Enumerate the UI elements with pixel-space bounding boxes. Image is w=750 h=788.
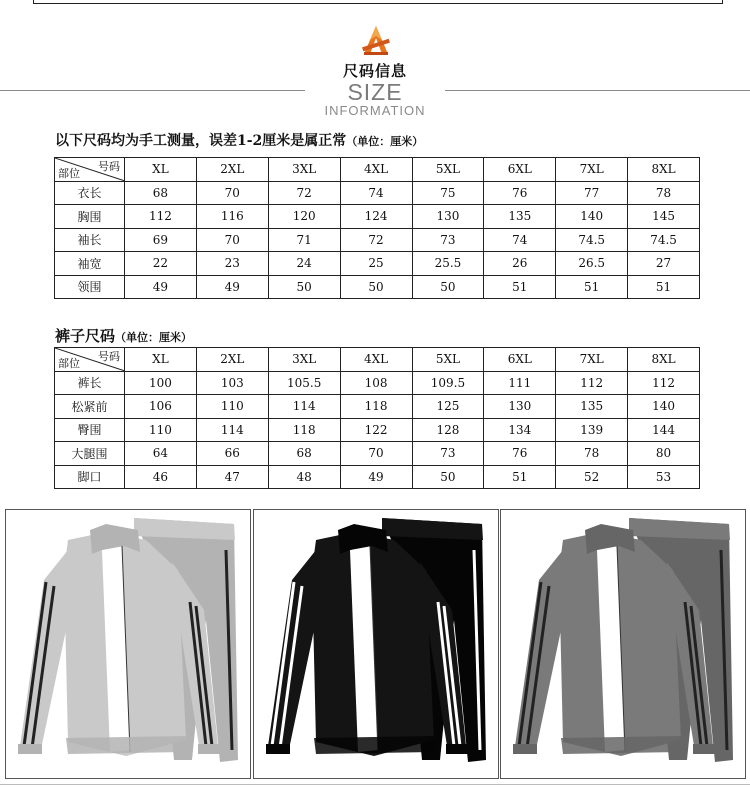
size-column-header: 2XL — [196, 348, 268, 372]
measurement-cell: 73 — [412, 442, 484, 466]
part-header-label: 部位 — [58, 356, 80, 370]
size-column-header: XL — [125, 348, 197, 372]
tracksuit-illustration — [6, 510, 250, 778]
pants-size-table — [54, 347, 700, 489]
information-subheading: INFORMATION — [324, 103, 426, 118]
size-column-header: 4XL — [340, 348, 412, 372]
measurement-cell: 53 — [628, 465, 700, 489]
corner-header-cell — [55, 158, 125, 182]
tracksuit-illustration — [254, 510, 498, 778]
measurement-cell: 49 — [125, 275, 197, 299]
measurement-cell: 111 — [484, 371, 556, 395]
measurement-cell: 134 — [484, 418, 556, 442]
size-column-header: 4XL — [340, 158, 412, 182]
table-row — [55, 442, 700, 466]
measurement-cell: 70 — [196, 228, 268, 252]
measurement-cell: 74 — [340, 181, 412, 205]
pants-unit: （单位：厘米） — [115, 331, 193, 344]
measurement-cell: 108 — [340, 371, 412, 395]
measurement-cell: 68 — [268, 442, 340, 466]
measurement-cell: 74.5 — [628, 228, 700, 252]
measurement-cell: 74 — [484, 228, 556, 252]
measurement-cell: 135 — [556, 395, 628, 419]
corner-header-cell — [55, 348, 125, 372]
measurement-cell: 71 — [268, 228, 340, 252]
part-header-label: 部位 — [58, 166, 80, 180]
size-column-header: 3XL — [268, 348, 340, 372]
row-label: 臀围 — [55, 418, 125, 442]
size-column-header: 7XL — [556, 348, 628, 372]
measurement-cell: 48 — [268, 465, 340, 489]
pants-title: 裤子尺码 — [55, 327, 116, 345]
measurement-cell: 76 — [484, 181, 556, 205]
tops-size-table — [54, 157, 700, 299]
pants-note — [55, 325, 192, 346]
row-label: 裤长 — [55, 371, 125, 395]
measurement-cell: 26 — [484, 252, 556, 276]
table-row — [55, 275, 700, 299]
page-title: 尺码信息 — [342, 62, 407, 80]
row-label: 领围 — [55, 275, 125, 299]
measurement-cell: 23 — [196, 252, 268, 276]
table-row — [55, 205, 700, 229]
measurement-cell: 25.5 — [412, 252, 484, 276]
measurement-cell: 27 — [628, 252, 700, 276]
measurement-cell: 109.5 — [412, 371, 484, 395]
tops-note-text: 以下尺码均为手工测量，误差1-2厘米是属正常 — [55, 133, 347, 149]
size-column-header: 5XL — [412, 158, 484, 182]
measurement-cell: 52 — [556, 465, 628, 489]
measurement-cell: 72 — [340, 228, 412, 252]
measurement-cell: 103 — [196, 371, 268, 395]
row-label: 大腿围 — [55, 442, 125, 466]
measurement-cell: 76 — [484, 442, 556, 466]
measurement-cell: 114 — [196, 418, 268, 442]
size-header-label: 号码 — [98, 160, 120, 173]
measurement-cell: 112 — [125, 205, 197, 229]
product-photo-light-grey — [5, 509, 251, 779]
table-row — [55, 465, 700, 489]
table-header-row — [55, 348, 700, 372]
size-heading: SIZE — [347, 79, 403, 105]
measurement-cell: 122 — [340, 418, 412, 442]
tracksuit-illustration — [501, 510, 745, 778]
measurement-cell: 112 — [628, 371, 700, 395]
measurement-cell: 75 — [412, 181, 484, 205]
measurement-cell: 64 — [125, 442, 197, 466]
measurement-cell: 68 — [125, 181, 197, 205]
row-label: 脚口 — [55, 465, 125, 489]
size-column-header: 3XL — [268, 158, 340, 182]
measurement-cell: 50 — [412, 275, 484, 299]
measurement-cell: 80 — [628, 442, 700, 466]
measurement-cell: 118 — [340, 395, 412, 419]
measurement-cell: 114 — [268, 395, 340, 419]
brand-logo-icon — [359, 24, 393, 58]
measurement-cell: 24 — [268, 252, 340, 276]
measurement-cell: 51 — [556, 275, 628, 299]
measurement-cell: 74.5 — [556, 228, 628, 252]
measurement-cell: 69 — [125, 228, 197, 252]
measurement-cell: 135 — [484, 205, 556, 229]
row-label: 袖宽 — [55, 252, 125, 276]
measurement-cell: 130 — [484, 395, 556, 419]
row-label: 胸围 — [55, 205, 125, 229]
table-row — [55, 181, 700, 205]
measurement-cell: 70 — [196, 181, 268, 205]
measurement-cell: 49 — [340, 465, 412, 489]
row-label: 袖长 — [55, 228, 125, 252]
measurement-cell: 124 — [340, 205, 412, 229]
measurement-cell: 51 — [484, 465, 556, 489]
divider-left — [0, 90, 305, 91]
tops-unit: （单位：厘米） — [346, 135, 424, 148]
measurement-cell: 140 — [628, 395, 700, 419]
table-row — [55, 228, 700, 252]
product-photo-dark-grey — [500, 509, 746, 779]
measurement-cell: 110 — [196, 395, 268, 419]
measurement-cell: 51 — [628, 275, 700, 299]
measurement-cell: 116 — [196, 205, 268, 229]
measurement-cell: 78 — [628, 181, 700, 205]
measurement-cell: 145 — [628, 205, 700, 229]
size-column-header: 6XL — [484, 348, 556, 372]
measurement-cell: 46 — [125, 465, 197, 489]
measurement-cell: 78 — [556, 442, 628, 466]
product-photo-black — [253, 509, 499, 779]
tops-note — [55, 130, 423, 150]
measurement-cell: 50 — [268, 275, 340, 299]
table-header-row — [55, 158, 700, 182]
divider-right — [445, 90, 750, 91]
table-row — [55, 395, 700, 419]
measurement-cell: 130 — [412, 205, 484, 229]
size-column-header: 2XL — [196, 158, 268, 182]
size-column-header: 5XL — [412, 348, 484, 372]
measurement-cell: 128 — [412, 418, 484, 442]
row-label: 衣长 — [55, 181, 125, 205]
measurement-cell: 26.5 — [556, 252, 628, 276]
table-row — [55, 252, 700, 276]
measurement-cell: 70 — [340, 442, 412, 466]
size-column-header: 7XL — [556, 158, 628, 182]
measurement-cell: 73 — [412, 228, 484, 252]
measurement-cell: 22 — [125, 252, 197, 276]
measurement-cell: 105.5 — [268, 371, 340, 395]
measurement-cell: 51 — [484, 275, 556, 299]
measurement-cell: 139 — [556, 418, 628, 442]
row-label: 松紧前 — [55, 395, 125, 419]
size-column-header: 6XL — [484, 158, 556, 182]
measurement-cell: 112 — [556, 371, 628, 395]
measurement-cell: 50 — [412, 465, 484, 489]
size-column-header: XL — [125, 158, 197, 182]
table-row — [55, 371, 700, 395]
measurement-cell: 120 — [268, 205, 340, 229]
measurement-cell: 100 — [125, 371, 197, 395]
measurement-cell: 118 — [268, 418, 340, 442]
size-column-header: 8XL — [628, 158, 700, 182]
measurement-cell: 49 — [196, 275, 268, 299]
measurement-cell: 50 — [340, 275, 412, 299]
size-header-label: 号码 — [98, 350, 120, 363]
measurement-cell: 47 — [196, 465, 268, 489]
top-frame-border — [33, 0, 723, 4]
measurement-cell: 72 — [268, 181, 340, 205]
bottom-divider — [0, 784, 750, 785]
measurement-cell: 140 — [556, 205, 628, 229]
size-column-header: 8XL — [628, 348, 700, 372]
measurement-cell: 125 — [412, 395, 484, 419]
table-row — [55, 418, 700, 442]
measurement-cell: 110 — [125, 418, 197, 442]
measurement-cell: 66 — [196, 442, 268, 466]
measurement-cell: 144 — [628, 418, 700, 442]
measurement-cell: 106 — [125, 395, 197, 419]
measurement-cell: 25 — [340, 252, 412, 276]
measurement-cell: 77 — [556, 181, 628, 205]
